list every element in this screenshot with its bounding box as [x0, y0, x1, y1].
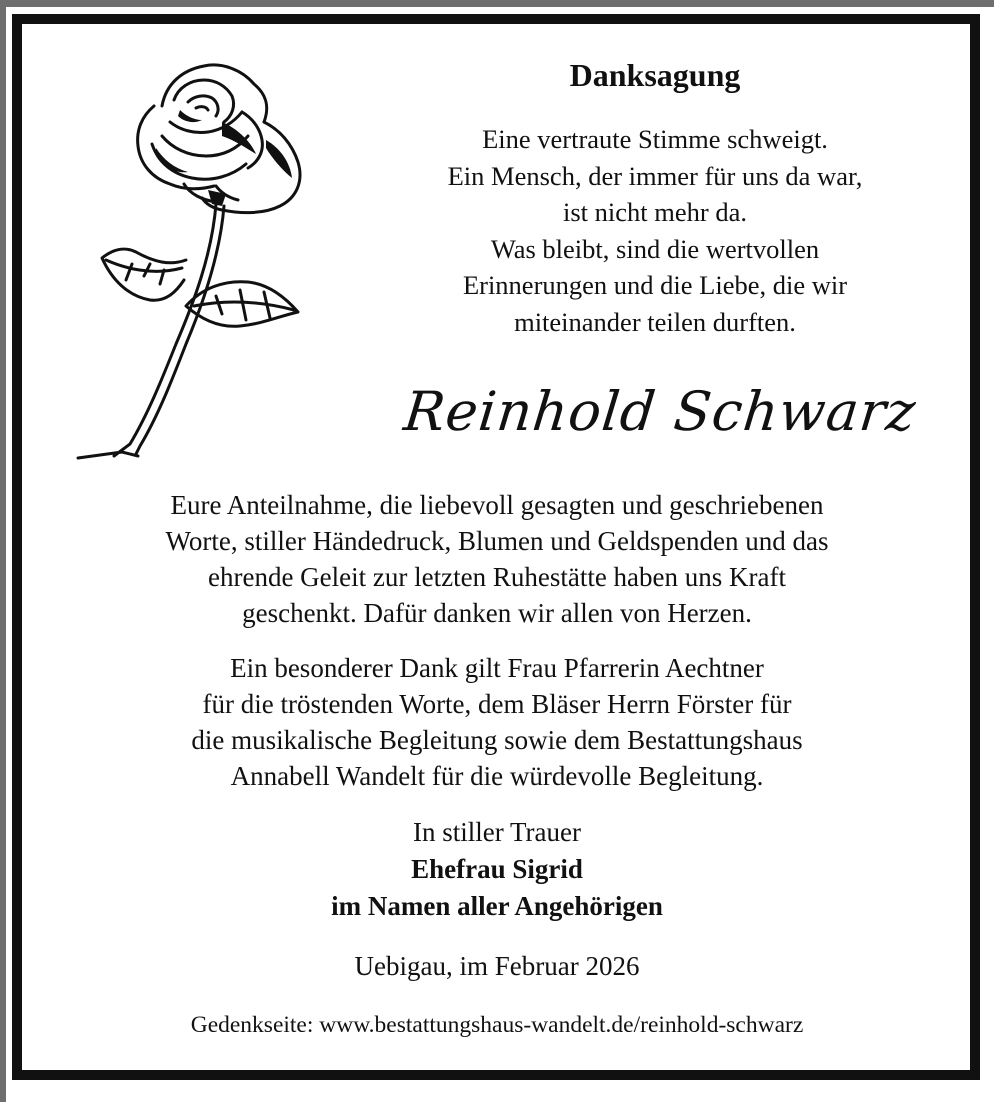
gratitude-paragraph	[0, 487, 994, 631]
paragraph-line: ehrende Geleit zur letzten Ruhestätte haben uns Kraft	[207, 562, 786, 592]
rose-illustration	[66, 44, 336, 476]
verse-line: Eine vertraute Stimme schweigt.	[482, 124, 828, 154]
paragraph-line: Eure Anteilnahme, die liebevoll gesagten und geschriebenen	[170, 490, 824, 520]
verse-block	[360, 121, 950, 340]
paragraph-line: die musikalische Begleitung sowie dem Bestattungshaus	[191, 725, 803, 755]
paragraph-line: Worte, stiller Händedruck, Blumen und Geldspenden und das	[165, 526, 829, 556]
verse-line: Was bleibt, sind die wertvollen	[490, 233, 820, 264]
paragraph-line: für die tröstenden Worte, dem Bläser Herrn Förster für	[202, 689, 792, 719]
memorial-page-link: Gedenkseite: www.bestattungshaus-wandelt.de/reinhold-schwarz	[190, 1012, 804, 1038]
verse-line: ist nicht mehr da.	[563, 197, 747, 227]
signature-intro: In stiller Trauer	[413, 817, 581, 847]
special-thanks-paragraph	[0, 650, 994, 794]
paragraph-line: geschenkt. Dafür danken wir allen von Herzen.	[242, 598, 752, 628]
deceased-name: Reinhold Schwarz	[400, 380, 920, 443]
verse-line: Erinnerungen und die Liebe, die wir	[462, 270, 848, 300]
verse-line: miteinander teilen durften.	[514, 306, 796, 337]
notice-title: Danksagung	[569, 57, 741, 93]
signature-block	[0, 814, 994, 925]
place-date: Uebigau, im Februar 2026	[354, 951, 640, 981]
page-edge-top	[0, 0, 994, 7]
paragraph-line: Annabell Wandelt für die würdevolle Begleitung.	[230, 761, 764, 791]
verse-line: Ein Mensch, der immer für uns da war,	[447, 160, 863, 191]
signature-spouse: Ehefrau Sigrid	[411, 854, 583, 884]
signature-family: im Namen aller Angehörigen	[331, 891, 663, 921]
paragraph-line: Ein besonderer Dank gilt Frau Pfarrerin Aechtner	[230, 653, 764, 683]
